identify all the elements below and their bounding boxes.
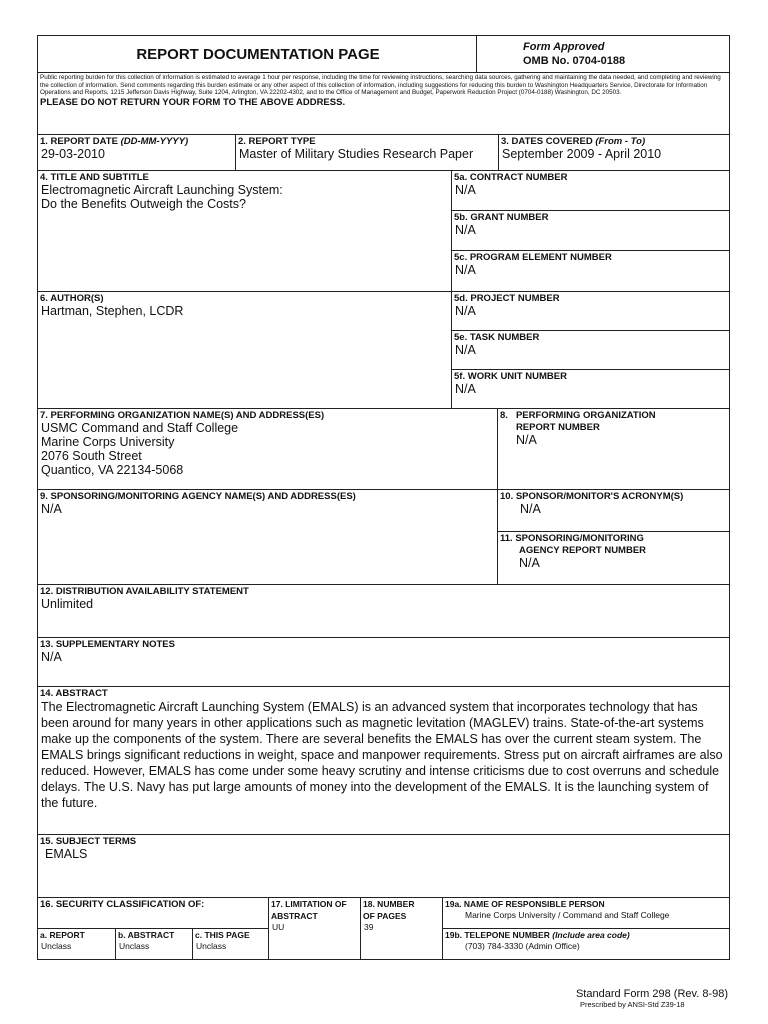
field-abstract-classification	[115, 928, 193, 960]
field-report-type	[235, 134, 499, 171]
authors-label: 6. AUTHOR(S)	[40, 293, 104, 304]
field-sponsor-report-number	[497, 531, 730, 585]
prescribed-by: Prescribed by ANSI-Std Z39-18	[579, 1000, 685, 1009]
field-project-number	[451, 291, 730, 331]
field-abstract	[37, 686, 730, 835]
limitation-label-1: 17. LIMITATION OF	[271, 899, 347, 909]
report-type-value[interactable]: Master of Military Studies Research Paper	[239, 147, 474, 161]
performing-report-number-label-1: PERFORMING ORGANIZATION	[515, 410, 656, 421]
field-telephone-number	[442, 928, 730, 960]
field-task-number	[451, 330, 730, 370]
field-number-of-pages	[360, 897, 443, 960]
field-performing-org-report-number	[497, 408, 730, 490]
task-number-value[interactable]: N/A	[455, 343, 476, 357]
limitation-value[interactable]: UU	[272, 922, 285, 932]
number-of-pages-value[interactable]: 39	[364, 922, 374, 932]
report-date-hint: (DD-MM-YYYY)	[120, 136, 189, 147]
field-page-classification	[192, 928, 269, 960]
field-subject-terms	[37, 834, 730, 898]
program-element-value[interactable]: N/A	[455, 263, 476, 277]
field-limitation-of-abstract	[268, 897, 361, 960]
performing-org-line-4[interactable]: Quantico, VA 22134-5068	[41, 463, 184, 477]
field-program-element	[451, 250, 730, 292]
responsible-person-label: 19a. NAME OF RESPONSIBLE PERSON	[445, 899, 605, 909]
field-grant-number	[451, 210, 730, 251]
dates-covered-value[interactable]: September 2009 - April 2010	[502, 147, 662, 161]
limitation-label-2: ABSTRACT	[271, 911, 318, 921]
title-subtitle-label: 4. TITLE AND SUBTITLE	[40, 172, 149, 183]
field-distribution-statement	[37, 584, 730, 638]
distribution-label: 12. DISTRIBUTION AVAILABILITY STATEMENT	[40, 586, 249, 597]
distribution-value[interactable]: Unlimited	[41, 597, 94, 611]
standard-form-number: Standard Form 298 (Rev. 8-98)	[575, 988, 728, 1000]
telephone-value[interactable]: (703) 784-3330 (Admin Office)	[465, 941, 580, 951]
field-sponsoring-agency	[37, 489, 498, 585]
dates-covered-label: 3. DATES COVERED	[501, 136, 593, 147]
field-report-date	[37, 134, 236, 171]
performing-report-number-label-2: REPORT NUMBER	[515, 422, 600, 433]
grant-number-label: 5b. GRANT NUMBER	[454, 212, 549, 223]
dates-covered-hint: (From - To)	[595, 136, 646, 147]
telephone-hint: (Include area code)	[552, 930, 630, 940]
performing-org-label: 7. PERFORMING ORGANIZATION NAME(S) AND ADDRESS(ES)	[40, 410, 325, 421]
project-number-label: 5d. PROJECT NUMBER	[454, 293, 560, 304]
title-line-2[interactable]: Do the Benefits Outweigh the Costs?	[41, 197, 246, 211]
abstract-value[interactable]: The Electromagnetic Aircraft Launching System (EMALS) is an advanced system that incorporates technology that has been around for many years in other applications such as magnetic levitation (MAGLEV) trains. State-of-the-art systems make up the components of the system. There are several benefits the EMALS has over the current steam system. The EMALS brings significant reductions in weight, space and manpower requirements. Stress put on aircraft airframes are also reduced. However, EMALS has come under some heavy scrutiny and intense criticisms due to cost overruns and schedule delays. The U.S. Navy has put large amounts of money into the development of the EMALS. It is the launching system of the future.	[41, 700, 723, 810]
field-dates-covered	[498, 134, 730, 171]
burden-notice	[37, 72, 730, 135]
project-number-value[interactable]: N/A	[455, 304, 476, 318]
performing-report-number-num: 8.	[500, 410, 508, 421]
page-classification-value[interactable]: Unclass	[196, 941, 227, 951]
number-of-pages-label-2: OF PAGES	[363, 911, 407, 921]
grant-number-value[interactable]: N/A	[455, 223, 476, 237]
report-classification-label: a. REPORT	[40, 930, 85, 940]
work-unit-number-label: 5f. WORK UNIT NUMBER	[454, 371, 567, 382]
field-work-unit-number	[451, 369, 730, 409]
task-number-label: 5e. TASK NUMBER	[454, 332, 540, 343]
authors-value[interactable]: Hartman, Stephen, LCDR	[41, 304, 184, 318]
abstract-label: 14. ABSTRACT	[40, 688, 108, 699]
sponsoring-agency-label: 9. SPONSORING/MONITORING AGENCY NAME(S) AND ADDRESS(ES)	[40, 491, 356, 502]
report-classification-value[interactable]: Unclass	[41, 941, 72, 951]
work-unit-number-value[interactable]: N/A	[455, 382, 476, 396]
contract-number-value[interactable]: N/A	[455, 183, 476, 197]
report-date-value[interactable]: 29-03-2010	[41, 147, 105, 161]
performing-report-number-value[interactable]: N/A	[515, 433, 537, 447]
field-sponsor-acronym	[497, 489, 730, 532]
performing-org-line-3[interactable]: 2076 South Street	[41, 449, 142, 463]
field-title-subtitle	[37, 170, 452, 292]
supplementary-notes-label: 13. SUPPLEMENTARY NOTES	[40, 639, 175, 650]
field-responsible-person	[442, 897, 730, 929]
form-approval	[523, 40, 625, 68]
field-supplementary-notes	[37, 637, 730, 687]
title-line-1[interactable]: Electromagnetic Aircraft Launching System:	[41, 183, 283, 197]
security-classification-label: 16. SECURITY CLASSIFICATION OF:	[40, 899, 205, 910]
burden-text: Public reporting burden for this collection of information is estimated to average 1 hour per response, including the time for reviewing instructions, searching data sources, gathering and maintaining the data needed, and completing and reviewing the collection of information. Send comments regarding this burden estimate or any other aspect of this collection of information, including suggestions for reducing this burden to Washington Headquarters Service, Directorate for Information Operations and Reports, 1215 Jefferson Davis Highway, Suite 1204, Arlington, VA 22202-4302, and to the Office of Management and Budget, Paperwork Reduction Project (0704-0188) Washington, DC 20503.	[40, 74, 721, 97]
field-performing-organization	[37, 408, 498, 490]
sponsor-report-number-label-1: 11. SPONSORING/MONITORING	[500, 533, 644, 544]
report-date-label: 1. REPORT DATE	[40, 136, 118, 147]
telephone-label: 19b. TELEPONE NUMBER	[445, 930, 550, 940]
form-approved-label: Form Approved	[523, 41, 605, 53]
supplementary-notes-value[interactable]: N/A	[41, 650, 62, 664]
abstract-classification-value[interactable]: Unclass	[119, 941, 150, 951]
form-footer	[576, 988, 728, 1009]
do-not-return-warning: PLEASE DO NOT RETURN YOUR FORM TO THE ABOVE ADDRESS.	[40, 96, 346, 108]
performing-org-line-1[interactable]: USMC Command and Staff College	[41, 421, 239, 435]
report-type-label: 2. REPORT TYPE	[238, 136, 316, 147]
responsible-person-value[interactable]: Marine Corps University / Command and Staff College	[465, 910, 670, 920]
number-of-pages-label-1: 18. NUMBER	[363, 899, 415, 909]
sponsor-report-number-label-2: AGENCY REPORT NUMBER	[519, 545, 647, 556]
sponsor-report-number-value[interactable]: N/A	[519, 556, 540, 570]
subject-terms-label: 15. SUBJECT TERMS	[40, 836, 137, 847]
subject-terms-value[interactable]: EMALS	[45, 847, 88, 861]
field-authors	[37, 291, 452, 409]
field-report-classification	[37, 928, 116, 960]
sponsor-acronym-value[interactable]: N/A	[520, 502, 541, 516]
program-element-label: 5c. PROGRAM ELEMENT NUMBER	[454, 252, 612, 263]
report-documentation-form	[37, 35, 730, 990]
performing-org-line-2[interactable]: Marine Corps University	[41, 435, 175, 449]
contract-number-label: 5a. CONTRACT NUMBER	[454, 172, 568, 183]
page-classification-label: c. THIS PAGE	[195, 930, 250, 940]
sponsoring-agency-value[interactable]: N/A	[41, 502, 62, 516]
header-title-cell	[37, 35, 477, 73]
abstract-classification-label: b. ABSTRACT	[118, 930, 175, 940]
field-security-classification	[37, 897, 269, 929]
sponsor-acronym-label: 10. SPONSOR/MONITOR'S ACRONYM(S)	[500, 491, 684, 502]
omb-number: OMB No. 0704-0188	[523, 55, 626, 67]
page-title: REPORT DOCUMENTATION PAGE	[136, 46, 380, 63]
field-contract-number	[451, 170, 730, 211]
